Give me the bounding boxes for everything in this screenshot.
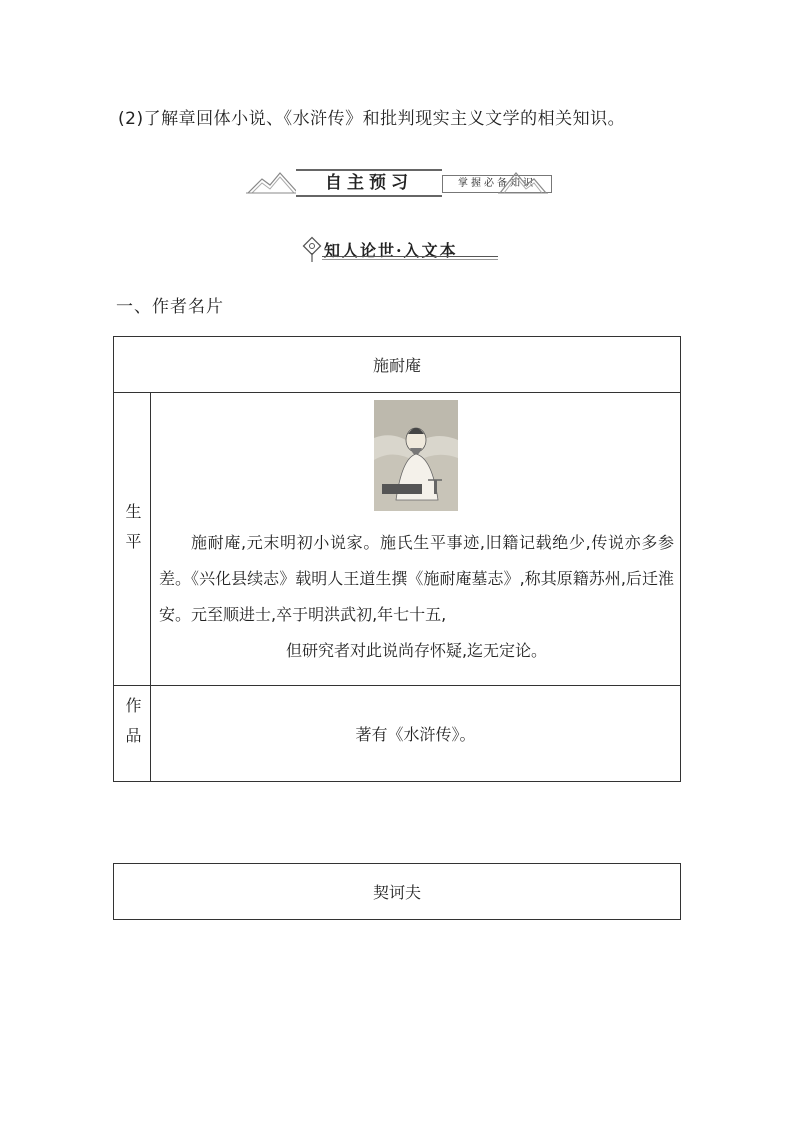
- chinese-knot-icon: [302, 236, 322, 264]
- author-name-2: 契诃夫: [114, 864, 681, 920]
- mountain-right-icon: [498, 163, 548, 197]
- mountain-left-icon: [246, 163, 300, 197]
- section-header-text: 知人论世·入文本: [324, 241, 458, 260]
- objective-text: (2)了解章回体小说、《水浒传》和批判现实主义文学的相关知识。: [118, 109, 626, 129]
- author-card-heading: 一、作者名片: [116, 297, 224, 317]
- bio-text: [159, 525, 674, 669]
- works-text: 著有《水浒传》。: [151, 686, 681, 782]
- works-label-text: 作品: [123, 697, 142, 757]
- author-name: 施耐庵: [114, 337, 681, 393]
- bio-label: [114, 393, 151, 686]
- bio-last-line: 但研究者对此说尚存怀疑,迄无定论。: [285, 641, 548, 660]
- self-study-banner: [246, 163, 546, 197]
- author-card-shi-naian: [113, 336, 681, 782]
- section-header: [302, 236, 498, 264]
- section-underline-secondary: [322, 259, 498, 260]
- author-card-chekhov: [113, 863, 681, 920]
- banner-subtitle: 掌握必备知识: [442, 175, 552, 193]
- banner-title: 自主预习: [296, 169, 442, 197]
- works-label: [114, 686, 151, 782]
- author-portrait: [374, 400, 458, 511]
- bio-cell: [151, 393, 681, 686]
- bio-label-text: 生平: [123, 502, 142, 563]
- section-underline: [322, 256, 498, 257]
- bio-paragraph: 施耐庵,元末明初小说家。施氏生平事迹,旧籍记载绝少,传说亦多参差。《兴化县续志》载明人王道生撰《施耐庵墓志》,称其原籍苏州,后迁淮安。元至顺进士,卒于明洪武初,年七十五,: [159, 533, 674, 624]
